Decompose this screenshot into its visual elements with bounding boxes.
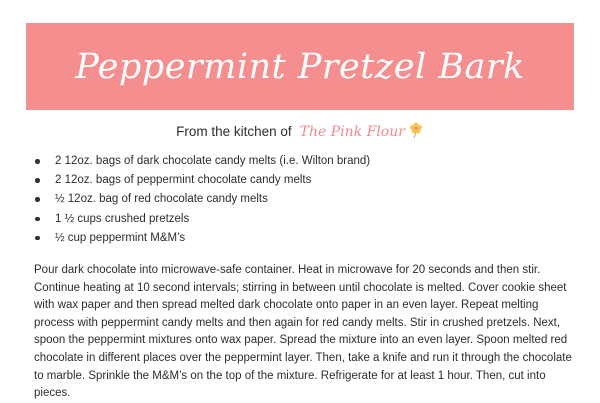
ingredient-item: ½ 12oz. bag of red chocolate candy melts [34, 190, 574, 209]
flower-icon [408, 121, 424, 142]
title-banner [26, 23, 574, 110]
ingredient-item: 1 ½ cups crushed pretzels [34, 210, 574, 229]
recipe-title: Peppermint Pretzel Bark [75, 46, 525, 87]
ingredient-list [34, 152, 574, 248]
from-kitchen-line [0, 121, 600, 142]
from-kitchen-label: From the kitchen of [176, 124, 292, 139]
ingredient-item: 2 12oz. bags of peppermint chocolate candy melts [34, 171, 574, 190]
brand-name: The Pink Flour [299, 123, 405, 140]
ingredient-item: 2 12oz. bags of dark chocolate candy melts (i.e. Wilton brand) [34, 152, 574, 171]
directions-paragraph: Pour dark chocolate into microwave-safe container. Heat in microwave for 20 seconds and then stir. Continue heating at 10 second intervals; stirring in between until chocolate is melted. Cover cookie sheet with wax paper and then spread melted dark chocolate onto paper in an even layer. Repeat melting process with peppermint candy melts and then again for red candy melts. Stir in crushed pretzels. Next, spoon the peppermint mixtures onto wax paper. Spread the mixture into an even layer. Spoon melted red chocolate in different places over the peppermint layer. Then, take a knife and run it through the chocolate to marble. Sprinkle the M&M’s on the top of the mixture. Refrigerate for at least 1 hour. Then, cut into pieces. [34, 264, 572, 400]
brand-logo [300, 121, 424, 142]
ingredient-item: ½ cup peppermint M&M’s [34, 229, 574, 248]
